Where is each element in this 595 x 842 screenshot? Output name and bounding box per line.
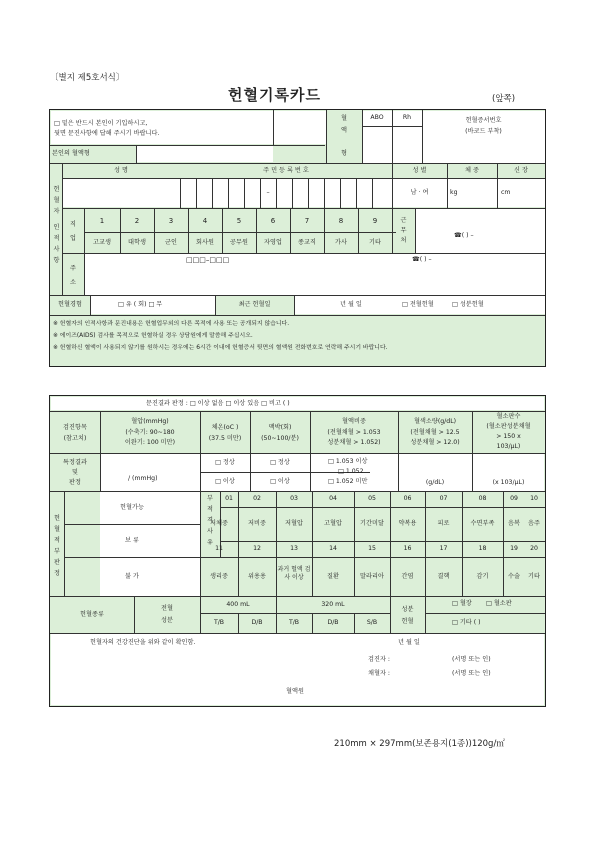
paper-spec-footer: 210mm × 297mm(보존용지(1종))120g/㎡	[334, 739, 505, 749]
job-label-3: 업	[70, 235, 76, 242]
temp-normal-check[interactable]: □ 정상	[215, 459, 235, 466]
hold-label: 보 류	[125, 537, 139, 544]
component-donation-label-2: 헌혈	[401, 618, 414, 625]
notice-line-2: 뒷면 문진사항에 답해 주시기 바랍니다.	[54, 130, 160, 137]
confirmation-text: 헌혈자의 건강진단을 위와 같이 확인함.	[90, 639, 196, 646]
sg-equal-check[interactable]: □ 1.052	[338, 468, 364, 475]
page-title: 헌혈기록카드	[228, 86, 321, 104]
address-label-1: 주	[70, 265, 76, 272]
history-value: □ 유 ( 회) □ 무	[118, 301, 163, 308]
work-label-3: 처	[400, 237, 407, 244]
sg-under-check[interactable]: □ 1.052 미만	[328, 478, 368, 485]
confirmation-date: 년 월 일	[398, 639, 420, 646]
sex-header: 성 별	[412, 167, 427, 174]
weight-unit: kg	[450, 189, 458, 196]
whole-blood-label-1: 전혈	[161, 605, 173, 612]
blood-center-label: 혈액원	[286, 688, 304, 695]
history-label: 헌혈경험	[58, 301, 82, 308]
pulse-normal-check[interactable]: □ 정상	[270, 459, 290, 466]
rh-label: Rh	[402, 114, 412, 121]
examiner-label: 검진자 :	[368, 656, 390, 663]
collector-signature[interactable]: (서명 또는 인)	[452, 670, 491, 677]
cert-number-label: 헌혈증서번호	[465, 117, 502, 124]
pulse-abnormal-check[interactable]: □ 이상	[270, 478, 290, 485]
work-label-1: 근	[400, 217, 407, 224]
reason-past-blood-test: 과거 헐액 검사 이상	[277, 566, 311, 581]
volume-400: 400 mL	[226, 601, 250, 608]
collector-label: 채혈자 :	[368, 670, 390, 677]
work-label-2: 무	[400, 227, 407, 234]
notice-line-1: □ 밑은 반드시 본인이 기입하시고,	[54, 120, 148, 127]
rrn-header: 주 민 등 록 번 호	[263, 167, 309, 174]
form-number: 〔별지 제5호서식〕	[50, 73, 125, 83]
reject-label: 불 가	[125, 573, 139, 580]
postal-code-boxes: □□□–□□□	[186, 256, 230, 264]
home-phone: ☎( ) –	[412, 256, 432, 263]
whole-blood-label-2: 성분	[161, 617, 173, 624]
screening-result-line: 문진결과 판정 : □ 이상 없음 □ 이상 있음 □ 비고 ( )	[146, 400, 290, 407]
height-unit: cm	[501, 189, 511, 196]
recent-donation-label: 최근 헌혈일	[238, 301, 271, 308]
platelet-unit: (x 103/μL)	[492, 479, 525, 486]
blood-type-row-label: 본인의 혈액형	[52, 150, 90, 157]
job-label-1: 직	[70, 221, 76, 228]
volume-320: 320 mL	[321, 601, 345, 608]
work-phone: ☎( ) –	[454, 232, 474, 239]
blood-type-label-2: 액	[341, 127, 347, 134]
donation-possible-label: 헌혈가능	[120, 504, 144, 511]
height-header: 신 장	[514, 167, 528, 174]
weight-header: 체 중	[465, 167, 479, 174]
sex-value: 남 · 여	[410, 189, 429, 196]
rrn-dash: –	[266, 189, 270, 196]
hb-unit: (g/dL)	[425, 479, 445, 486]
abo-label: ABO	[370, 114, 384, 121]
plasma-check[interactable]: □ 혈장	[452, 600, 472, 607]
page-side: (앞쪽)	[492, 94, 516, 104]
temp-abnormal-check[interactable]: □ 이상	[215, 478, 235, 485]
blood-type-label-4: 형	[341, 150, 347, 157]
name-header: 성 명	[114, 167, 128, 174]
recent-donation-date: 년 월 일	[340, 301, 362, 308]
examiner-signature[interactable]: (서명 또는 인)	[452, 656, 491, 663]
barcode-label: (바코드 부착)	[465, 128, 502, 135]
other-check[interactable]: □ 기타 ( )	[452, 619, 481, 626]
sg-over-check[interactable]: □ 1.053 이상	[328, 458, 368, 465]
component-donation-label-1: 성분	[401, 606, 414, 613]
platelet-check[interactable]: □ 혈소판	[486, 600, 512, 607]
bp-input[interactable]: / (mmHg)	[128, 475, 158, 482]
whole-blood-check: □ 전혈헌혈	[402, 301, 434, 308]
blood-type-label-1: 혈	[341, 115, 347, 122]
component-check: □ 성분헌혈	[452, 301, 484, 308]
donation-kind-label: 헌혈종류	[80, 611, 104, 618]
address-label-3: 소	[70, 279, 76, 286]
